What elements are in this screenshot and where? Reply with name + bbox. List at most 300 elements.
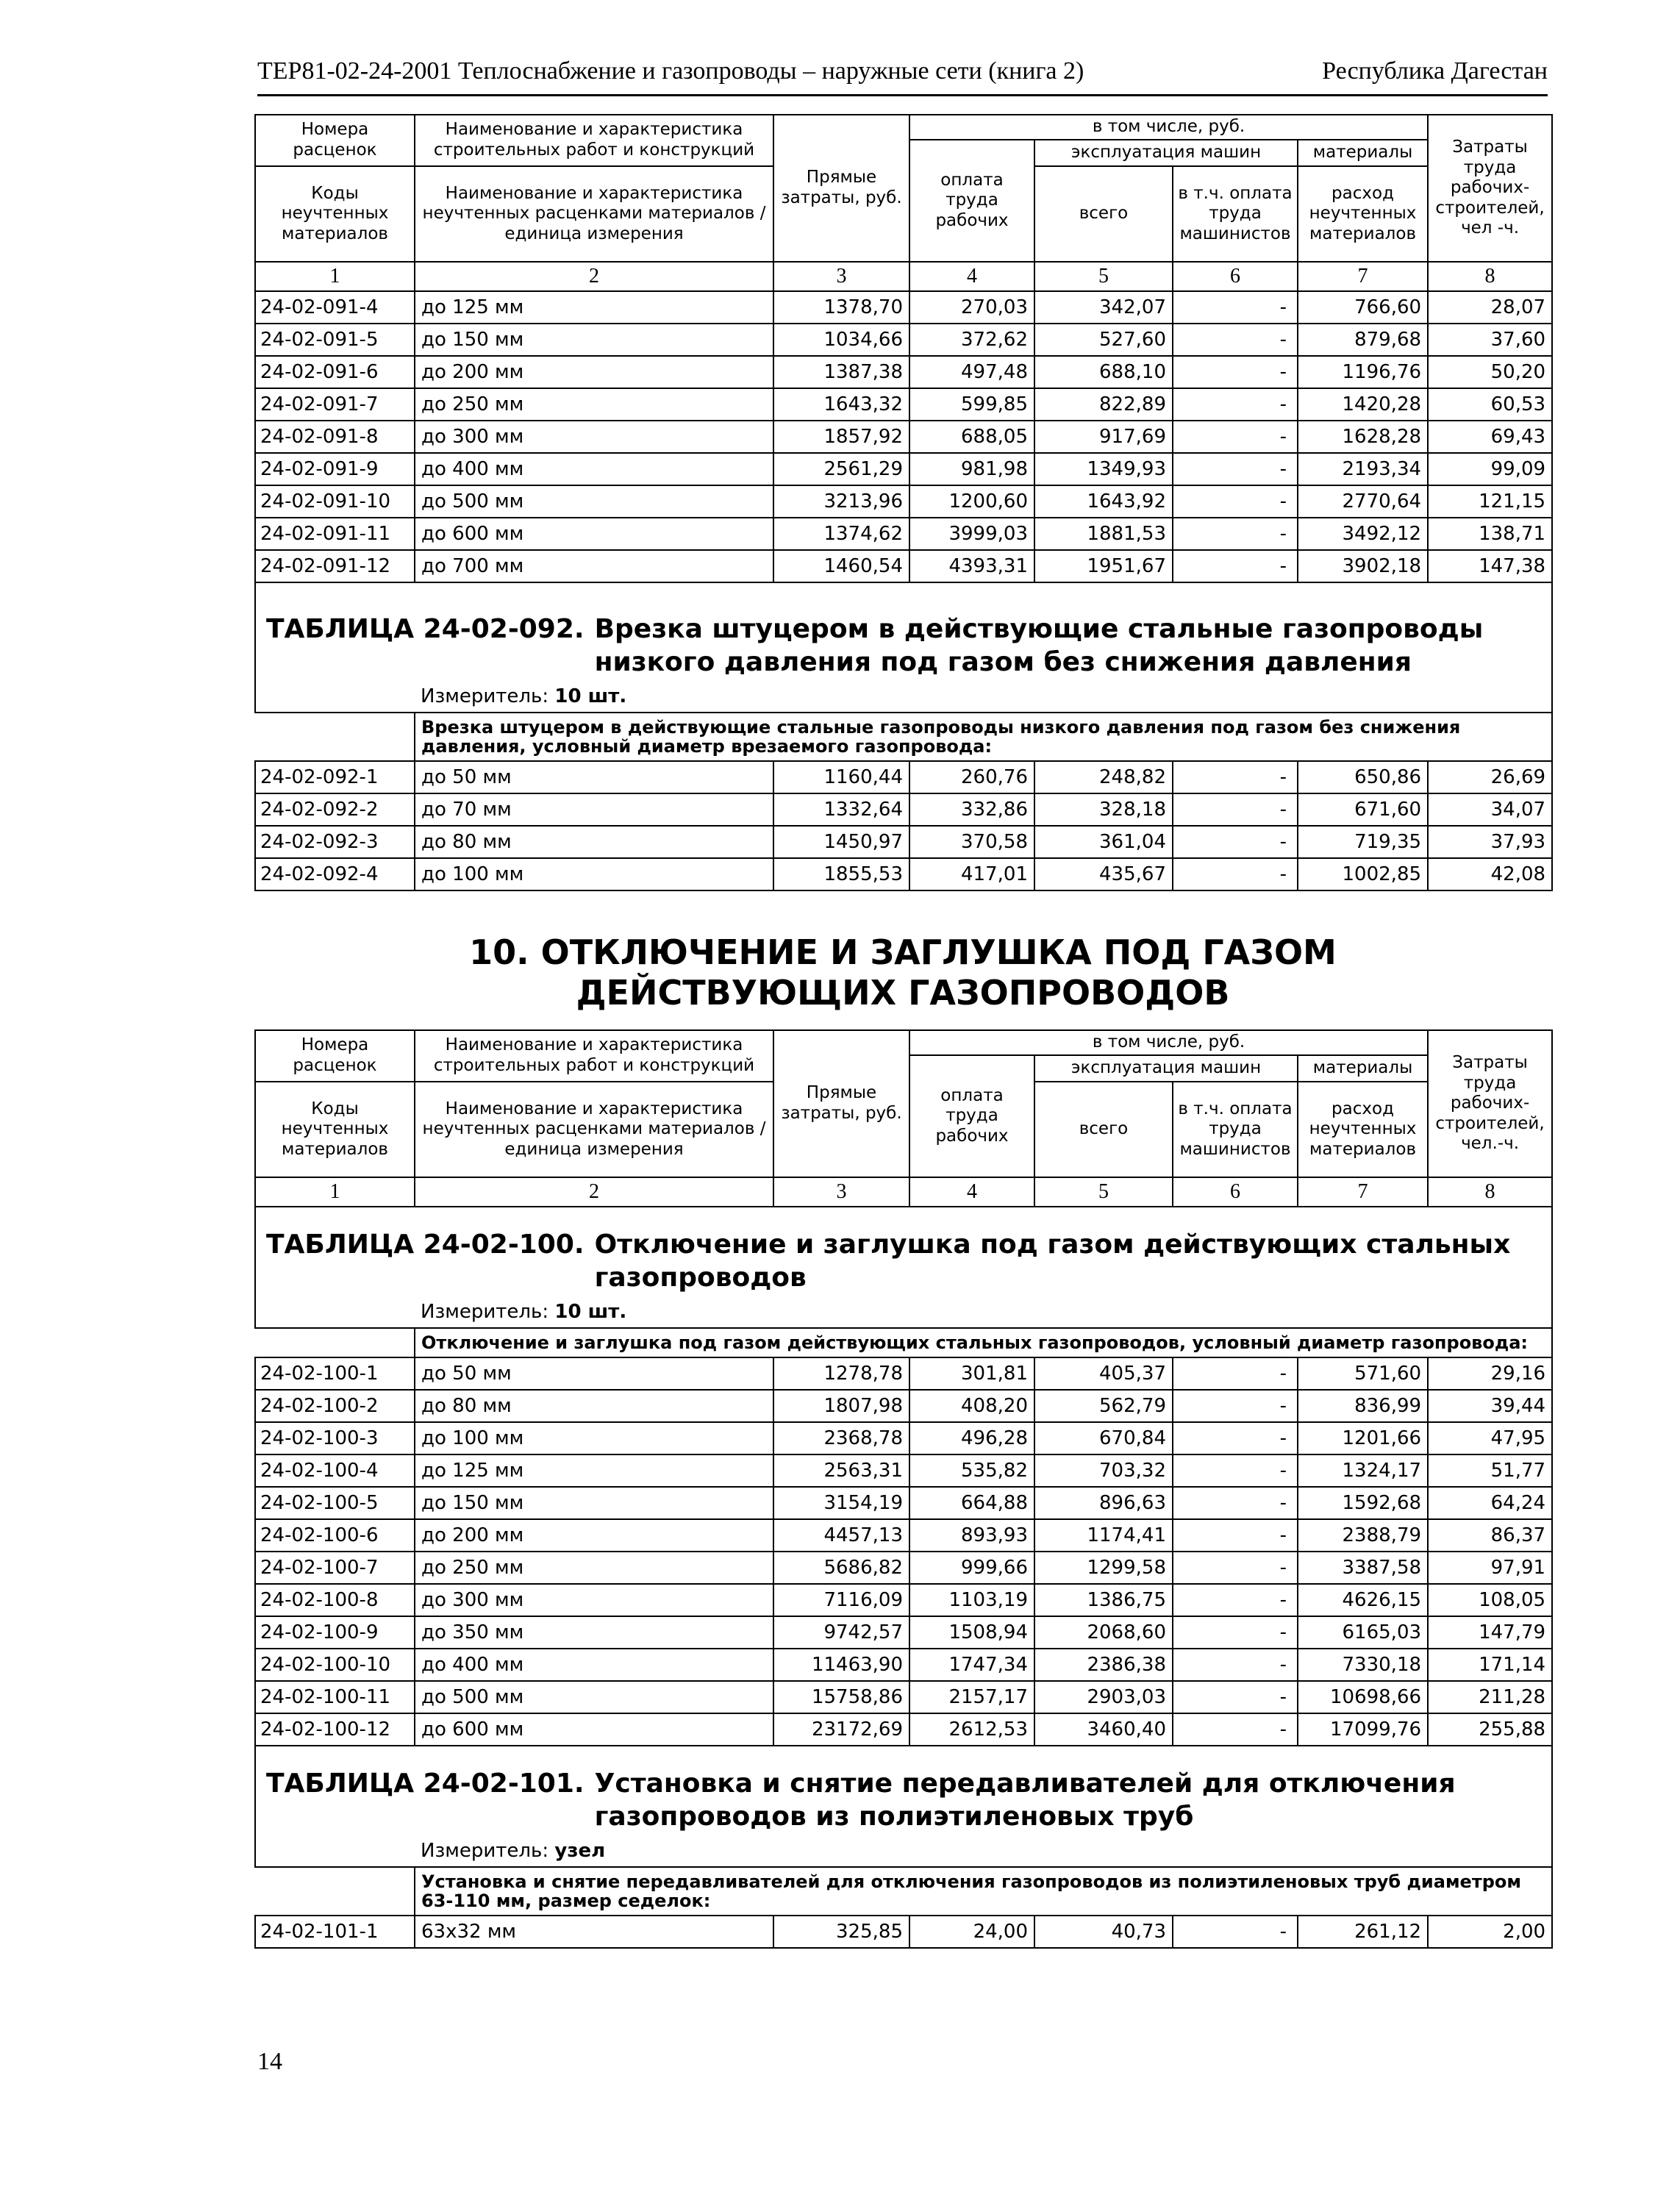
table-label: ТАБЛИЦА 24-02-092. xyxy=(266,614,585,644)
cell-worker-wages: 1747,34 xyxy=(909,1649,1034,1681)
cell-direct-costs: 1278,78 xyxy=(773,1357,909,1390)
cell-machinist-wages: - xyxy=(1173,1681,1298,1713)
hdr-including: в том числе, руб. xyxy=(909,115,1428,140)
table-row xyxy=(255,1454,1552,1487)
cell-worker-wages: 3999,03 xyxy=(909,518,1034,550)
table-row xyxy=(255,1616,1552,1649)
cell-work-name: до 80 мм xyxy=(415,1390,773,1422)
cell-rate-code: 24-02-100-9 xyxy=(255,1616,415,1649)
colnum: 4 xyxy=(909,262,1034,291)
table-row xyxy=(255,761,1552,793)
cell-direct-costs: 5686,82 xyxy=(773,1552,909,1584)
cell-direct-costs: 7116,09 xyxy=(773,1584,909,1616)
cell-worker-wages: 497,48 xyxy=(909,356,1034,388)
cell-direct-costs: 1460,54 xyxy=(773,550,909,582)
cell-machinist-wages: - xyxy=(1173,1713,1298,1746)
cell-direct-costs: 1807,98 xyxy=(773,1390,909,1422)
cell-machinist-wages: - xyxy=(1173,1616,1298,1649)
cell-work-name: до 200 мм xyxy=(415,1519,773,1552)
cell-labor-costs: 64,24 xyxy=(1428,1487,1552,1519)
cell-worker-wages: 1103,19 xyxy=(909,1584,1034,1616)
cell-machinist-wages: - xyxy=(1173,1584,1298,1616)
cell-direct-costs: 325,85 xyxy=(773,1916,909,1948)
cell-rate-code: 24-02-100-12 xyxy=(255,1713,415,1746)
cell-direct-costs: 1857,92 xyxy=(773,421,909,453)
cell-direct-costs: 1450,97 xyxy=(773,826,909,858)
cell-machinist-wages: - xyxy=(1173,291,1298,324)
cell-machinist-wages: - xyxy=(1173,356,1298,388)
cell-machine-total: 822,89 xyxy=(1034,388,1173,421)
table-row xyxy=(255,1916,1552,1948)
hdr-rate-numbers: Номера расценок xyxy=(255,1030,415,1082)
colnum: 1 xyxy=(255,1177,415,1207)
cell-direct-costs: 3154,19 xyxy=(773,1487,909,1519)
table-row xyxy=(255,518,1552,550)
cell-machine-total: 1881,53 xyxy=(1034,518,1173,550)
cell-machine-total: 40,73 xyxy=(1034,1916,1173,1948)
cell-worker-wages: 260,76 xyxy=(909,761,1034,793)
cell-rate-code: 24-02-092-1 xyxy=(255,761,415,793)
cell-direct-costs: 3213,96 xyxy=(773,485,909,518)
cell-rate-code: 24-02-091-5 xyxy=(255,324,415,356)
cell-direct-costs: 15758,86 xyxy=(773,1681,909,1713)
cell-work-name: 63х32 мм xyxy=(415,1916,773,1948)
cell-direct-costs: 1855,53 xyxy=(773,858,909,890)
measure-value: узел xyxy=(554,1839,606,1862)
table-row xyxy=(255,1422,1552,1454)
cell-worker-wages: 4393,31 xyxy=(909,550,1034,582)
cell-machine-total: 435,67 xyxy=(1034,858,1173,890)
cell-materials: 671,60 xyxy=(1298,793,1428,826)
colnum: 5 xyxy=(1034,1177,1173,1207)
cell-work-name: до 250 мм xyxy=(415,1552,773,1584)
cell-machinist-wages: - xyxy=(1173,826,1298,858)
table-24-02-100-title-block xyxy=(255,1207,1552,1328)
cell-direct-costs: 9742,57 xyxy=(773,1616,909,1649)
cell-machine-total: 2903,03 xyxy=(1034,1681,1173,1713)
cell-materials: 2193,34 xyxy=(1298,453,1428,485)
measure-unit xyxy=(266,686,1545,707)
cell-machine-total: 1951,67 xyxy=(1034,550,1173,582)
cell-labor-costs: 147,79 xyxy=(1428,1616,1552,1649)
hdr-machinist-wages: в т.ч. оплата труда машинистов xyxy=(1173,1082,1298,1177)
cell-rate-code: 24-02-091-12 xyxy=(255,550,415,582)
colnum: 7 xyxy=(1298,262,1428,291)
colnum: 8 xyxy=(1428,262,1552,291)
cell-rate-code: 24-02-091-10 xyxy=(255,485,415,518)
cell-rate-code: 24-02-091-4 xyxy=(255,291,415,324)
cell-materials: 261,12 xyxy=(1298,1916,1428,1948)
hdr-direct-costs: Прямые затраты, руб. xyxy=(773,1030,909,1177)
cell-machine-total: 527,60 xyxy=(1034,324,1173,356)
cell-work-name: до 125 мм xyxy=(415,291,773,324)
group-description: Отключение и заглушка под газом действующих стальных газопроводов, условный диаметр газопровода: xyxy=(415,1328,1552,1357)
cell-machinist-wages: - xyxy=(1173,1390,1298,1422)
cell-worker-wages: 2612,53 xyxy=(909,1713,1034,1746)
cell-materials: 1420,28 xyxy=(1298,388,1428,421)
cell-work-name: до 300 мм xyxy=(415,1584,773,1616)
cell-labor-costs: 37,93 xyxy=(1428,826,1552,858)
cell-machine-total: 703,32 xyxy=(1034,1454,1173,1487)
cell-worker-wages: 535,82 xyxy=(909,1454,1034,1487)
cell-direct-costs: 1378,70 xyxy=(773,291,909,324)
table-title xyxy=(266,1767,1545,1833)
colnum: 6 xyxy=(1173,1177,1298,1207)
colnum: 3 xyxy=(773,262,909,291)
cell-labor-costs: 47,95 xyxy=(1428,1422,1552,1454)
cell-labor-costs: 86,37 xyxy=(1428,1519,1552,1552)
table-row xyxy=(255,485,1552,518)
hdr-material-codes: Коды неучтенных материалов xyxy=(255,1082,415,1177)
cell-labor-costs: 28,07 xyxy=(1428,291,1552,324)
measure-unit xyxy=(266,1841,1545,1862)
cell-materials: 571,60 xyxy=(1298,1357,1428,1390)
cell-work-name: до 300 мм xyxy=(415,421,773,453)
cell-worker-wages: 2157,17 xyxy=(909,1681,1034,1713)
cell-machine-total: 917,69 xyxy=(1034,421,1173,453)
cell-worker-wages: 981,98 xyxy=(909,453,1034,485)
cell-worker-wages: 599,85 xyxy=(909,388,1034,421)
table-24-02-092-desc xyxy=(255,713,1552,762)
cell-rate-code: 24-02-091-9 xyxy=(255,453,415,485)
cell-worker-wages: 1200,60 xyxy=(909,485,1034,518)
cell-rate-code: 24-02-100-7 xyxy=(255,1552,415,1584)
colnum: 1 xyxy=(255,262,415,291)
cell-machinist-wages: - xyxy=(1173,550,1298,582)
table-title xyxy=(266,1228,1545,1294)
table-24-02-101-title-block xyxy=(255,1746,1552,1867)
cell-work-name: до 400 мм xyxy=(415,453,773,485)
hdr-worker-wages: оплата труда рабочих xyxy=(909,1055,1034,1177)
cell-machinist-wages: - xyxy=(1173,1916,1298,1948)
cell-work-name: до 500 мм xyxy=(415,1681,773,1713)
cell-machinist-wages: - xyxy=(1173,388,1298,421)
cell-direct-costs: 2563,31 xyxy=(773,1454,909,1487)
cell-labor-costs: 39,44 xyxy=(1428,1390,1552,1422)
hdr-labor-costs: Затраты труда рабочих-строителей, чел.-ч. xyxy=(1428,1030,1552,1177)
cell-direct-costs: 1332,64 xyxy=(773,793,909,826)
cell-materials: 719,35 xyxy=(1298,826,1428,858)
table-row xyxy=(255,1487,1552,1519)
measure-label: Измеритель: xyxy=(421,1301,549,1323)
cell-direct-costs: 11463,90 xyxy=(773,1649,909,1681)
cell-materials: 17099,76 xyxy=(1298,1713,1428,1746)
cell-rate-code: 24-02-092-2 xyxy=(255,793,415,826)
cell-direct-costs: 1034,66 xyxy=(773,324,909,356)
cell-machinist-wages: - xyxy=(1173,485,1298,518)
cell-worker-wages: 270,03 xyxy=(909,291,1034,324)
cell-labor-costs: 255,88 xyxy=(1428,1713,1552,1746)
cell-rate-code: 24-02-100-1 xyxy=(255,1357,415,1390)
cell-machine-total: 328,18 xyxy=(1034,793,1173,826)
cell-work-name: до 350 мм xyxy=(415,1616,773,1649)
hdr-unaccounted-materials: расход неучтенных материалов xyxy=(1298,166,1428,262)
cell-machinist-wages: - xyxy=(1173,324,1298,356)
column-numbers-row xyxy=(255,1177,1552,1207)
cell-work-name: до 80 мм xyxy=(415,826,773,858)
cell-materials: 2770,64 xyxy=(1298,485,1428,518)
rates-table-lower xyxy=(254,1029,1553,1949)
table-24-02-092-title-block xyxy=(255,582,1552,713)
cell-work-name: до 125 мм xyxy=(415,1454,773,1487)
cell-labor-costs: 60,53 xyxy=(1428,388,1552,421)
cell-work-name: до 70 мм xyxy=(415,793,773,826)
cell-rate-code: 24-02-100-2 xyxy=(255,1390,415,1422)
page-number: 14 xyxy=(257,2048,282,2075)
cell-machine-total: 1349,93 xyxy=(1034,453,1173,485)
measure-label: Измеритель: xyxy=(421,685,549,707)
table-row xyxy=(255,388,1552,421)
cell-machinist-wages: - xyxy=(1173,858,1298,890)
cell-materials: 4626,15 xyxy=(1298,1584,1428,1616)
cell-materials: 879,68 xyxy=(1298,324,1428,356)
cell-worker-wages: 372,62 xyxy=(909,324,1034,356)
rows-24-02-091 xyxy=(255,291,1552,582)
table-row xyxy=(255,858,1552,890)
cell-machine-total: 896,63 xyxy=(1034,1487,1173,1519)
cell-worker-wages: 999,66 xyxy=(909,1552,1034,1584)
cell-machinist-wages: - xyxy=(1173,1357,1298,1390)
cell-materials: 766,60 xyxy=(1298,291,1428,324)
cell-direct-costs: 2368,78 xyxy=(773,1422,909,1454)
table-row xyxy=(255,1390,1552,1422)
hdr-work-name: Наименование и характеристика строительных работ и конструкций xyxy=(415,115,773,166)
cell-worker-wages: 417,01 xyxy=(909,858,1034,890)
cell-worker-wages: 893,93 xyxy=(909,1519,1034,1552)
cell-machine-total: 2068,60 xyxy=(1034,1616,1173,1649)
table-row xyxy=(255,1681,1552,1713)
cell-machine-total: 361,04 xyxy=(1034,826,1173,858)
hdr-machinist-wages: в т.ч. оплата труда машинистов xyxy=(1173,166,1298,262)
cell-labor-costs: 50,20 xyxy=(1428,356,1552,388)
cell-rate-code: 24-02-100-11 xyxy=(255,1681,415,1713)
cell-direct-costs: 4457,13 xyxy=(773,1519,909,1552)
cell-machine-total: 1174,41 xyxy=(1034,1519,1173,1552)
hdr-machine-operation: эксплуатация машин xyxy=(1034,140,1298,166)
measure-label: Измеритель: xyxy=(421,1839,549,1862)
cell-rate-code: 24-02-100-6 xyxy=(255,1519,415,1552)
cell-materials: 1002,85 xyxy=(1298,858,1428,890)
cell-work-name: до 250 мм xyxy=(415,388,773,421)
cell-materials: 2388,79 xyxy=(1298,1519,1428,1552)
cell-rate-code: 24-02-100-5 xyxy=(255,1487,415,1519)
cell-materials: 7330,18 xyxy=(1298,1649,1428,1681)
cell-labor-costs: 97,91 xyxy=(1428,1552,1552,1584)
rows-24-02-100 xyxy=(255,1357,1552,1746)
cell-machinist-wages: - xyxy=(1173,1649,1298,1681)
table-label: ТАБЛИЦА 24-02-101. xyxy=(266,1768,585,1799)
cell-rate-code: 24-02-100-8 xyxy=(255,1584,415,1616)
cell-work-name: до 150 мм xyxy=(415,324,773,356)
group-description: Врезка штуцером в действующие стальные газопроводы низкого давления под газом без снижения давления, условный диаметр врезаемого газопровода: xyxy=(415,713,1552,762)
cell-machine-total: 342,07 xyxy=(1034,291,1173,324)
hdr-unaccounted-materials: расход неучтенных материалов xyxy=(1298,1082,1428,1177)
cell-materials: 3387,58 xyxy=(1298,1552,1428,1584)
cell-machinist-wages: - xyxy=(1173,1454,1298,1487)
cell-machine-total: 562,79 xyxy=(1034,1390,1173,1422)
cell-materials: 1628,28 xyxy=(1298,421,1428,453)
cell-machine-total: 670,84 xyxy=(1034,1422,1173,1454)
cell-rate-code: 24-02-091-7 xyxy=(255,388,415,421)
cell-machinist-wages: - xyxy=(1173,1519,1298,1552)
cell-work-name: до 50 мм xyxy=(415,1357,773,1390)
table-24-02-101-desc xyxy=(255,1867,1552,1916)
cell-machinist-wages: - xyxy=(1173,1422,1298,1454)
cell-machinist-wages: - xyxy=(1173,518,1298,550)
cell-direct-costs: 1387,38 xyxy=(773,356,909,388)
section-heading-line2: ДЕЙСТВУЮЩИХ ГАЗОПРОВОДОВ xyxy=(576,973,1230,1013)
cell-rate-code: 24-02-092-3 xyxy=(255,826,415,858)
cell-rate-code: 24-02-100-4 xyxy=(255,1454,415,1487)
table-row xyxy=(255,356,1552,388)
cell-labor-costs: 2,00 xyxy=(1428,1916,1552,1948)
table-row xyxy=(255,421,1552,453)
hdr-machine-operation: эксплуатация машин xyxy=(1034,1055,1298,1082)
cell-machinist-wages: - xyxy=(1173,1487,1298,1519)
cell-worker-wages: 332,86 xyxy=(909,793,1034,826)
table-row xyxy=(255,1584,1552,1616)
section-heading xyxy=(254,932,1551,1013)
table-row xyxy=(255,324,1552,356)
cell-materials: 6165,03 xyxy=(1298,1616,1428,1649)
cell-worker-wages: 1508,94 xyxy=(909,1616,1034,1649)
table-row xyxy=(255,1519,1552,1552)
cell-machinist-wages: - xyxy=(1173,421,1298,453)
cell-direct-costs: 23172,69 xyxy=(773,1713,909,1746)
cell-worker-wages: 301,81 xyxy=(909,1357,1034,1390)
cell-labor-costs: 99,09 xyxy=(1428,453,1552,485)
cell-rate-code: 24-02-092-4 xyxy=(255,858,415,890)
table-row xyxy=(255,793,1552,826)
cell-work-name: до 700 мм xyxy=(415,550,773,582)
cell-labor-costs: 211,28 xyxy=(1428,1681,1552,1713)
cell-work-name: до 200 мм xyxy=(415,356,773,388)
table-row xyxy=(255,550,1552,582)
cell-materials: 10698,66 xyxy=(1298,1681,1428,1713)
cell-rate-code: 24-02-101-1 xyxy=(255,1916,415,1948)
section-heading-line1: 10. ОТКЛЮЧЕНИЕ И ЗАГЛУШКА ПОД ГАЗОМ xyxy=(469,932,1337,972)
cell-worker-wages: 688,05 xyxy=(909,421,1034,453)
cell-worker-wages: 664,88 xyxy=(909,1487,1034,1519)
cell-labor-costs: 69,43 xyxy=(1428,421,1552,453)
table-title xyxy=(266,613,1545,679)
table-label: ТАБЛИЦА 24-02-100. xyxy=(266,1229,585,1260)
table-row xyxy=(255,1713,1552,1746)
cell-materials: 1196,76 xyxy=(1298,356,1428,388)
colnum: 2 xyxy=(415,1177,773,1207)
cell-labor-costs: 51,77 xyxy=(1428,1454,1552,1487)
cell-work-name: до 100 мм xyxy=(415,858,773,890)
table-row xyxy=(255,1357,1552,1390)
cell-materials: 1592,68 xyxy=(1298,1487,1428,1519)
cell-rate-code: 24-02-091-11 xyxy=(255,518,415,550)
table-row xyxy=(255,291,1552,324)
table-row xyxy=(255,453,1552,485)
cell-machinist-wages: - xyxy=(1173,793,1298,826)
rates-table-upper xyxy=(254,114,1553,891)
hdr-direct-costs: Прямые затраты, руб. xyxy=(773,115,909,262)
cell-labor-costs: 26,69 xyxy=(1428,761,1552,793)
cell-labor-costs: 37,60 xyxy=(1428,324,1552,356)
hdr-including: в том числе, руб. xyxy=(909,1030,1428,1055)
table-row xyxy=(255,826,1552,858)
cell-materials: 3902,18 xyxy=(1298,550,1428,582)
cell-rate-code: 24-02-100-10 xyxy=(255,1649,415,1681)
table-title-text: Установка и снятие передавливателей для отключения газопроводов из полиэтиленовых труб xyxy=(594,1768,1456,1832)
cell-machine-total: 3460,40 xyxy=(1034,1713,1173,1746)
cell-labor-costs: 108,05 xyxy=(1428,1584,1552,1616)
cell-labor-costs: 147,38 xyxy=(1428,550,1552,582)
column-numbers-row xyxy=(255,262,1552,291)
cell-direct-costs: 1374,62 xyxy=(773,518,909,550)
cell-machine-total: 405,37 xyxy=(1034,1357,1173,1390)
measure-value: 10 шт. xyxy=(554,685,627,707)
cell-machine-total: 1299,58 xyxy=(1034,1552,1173,1584)
cell-materials: 650,86 xyxy=(1298,761,1428,793)
cell-machine-total: 1643,92 xyxy=(1034,485,1173,518)
cell-worker-wages: 24,00 xyxy=(909,1916,1034,1948)
hdr-material-name: Наименование и характеристика неучтенных расценками материалов / единица измерения xyxy=(415,166,773,262)
table-header xyxy=(255,1030,1552,1177)
cell-machine-total: 248,82 xyxy=(1034,761,1173,793)
table-row xyxy=(255,1552,1552,1584)
cell-materials: 836,99 xyxy=(1298,1390,1428,1422)
cell-worker-wages: 496,28 xyxy=(909,1422,1034,1454)
hdr-machine-total: всего xyxy=(1034,166,1173,262)
table-title-text: Врезка штуцером в действующие стальные газопроводы низкого давления под газом без снижения давления xyxy=(594,614,1484,677)
cell-worker-wages: 408,20 xyxy=(909,1390,1034,1422)
cell-work-name: до 100 мм xyxy=(415,1422,773,1454)
cell-materials: 1201,66 xyxy=(1298,1422,1428,1454)
table-header xyxy=(255,115,1552,262)
cell-work-name: до 500 мм xyxy=(415,485,773,518)
cell-work-name: до 400 мм xyxy=(415,1649,773,1681)
table-row xyxy=(255,1649,1552,1681)
colnum: 3 xyxy=(773,1177,909,1207)
cell-materials: 1324,17 xyxy=(1298,1454,1428,1487)
cell-direct-costs: 1643,32 xyxy=(773,388,909,421)
rows-24-02-101 xyxy=(255,1916,1552,1948)
hdr-rate-numbers: Номера расценок xyxy=(255,115,415,166)
cell-machinist-wages: - xyxy=(1173,453,1298,485)
colnum: 2 xyxy=(415,262,773,291)
cell-rate-code: 24-02-091-8 xyxy=(255,421,415,453)
cell-work-name: до 50 мм xyxy=(415,761,773,793)
cell-machinist-wages: - xyxy=(1173,761,1298,793)
table-24-02-100-desc xyxy=(255,1328,1552,1357)
cell-machinist-wages: - xyxy=(1173,1552,1298,1584)
hdr-labor-costs: Затраты труда рабочих-строителей, чел -ч. xyxy=(1428,115,1552,262)
colnum: 5 xyxy=(1034,262,1173,291)
cell-direct-costs: 1160,44 xyxy=(773,761,909,793)
cell-labor-costs: 29,16 xyxy=(1428,1357,1552,1390)
hdr-material-name: Наименование и характеристика неучтенных расценками материалов / единица измерения xyxy=(415,1082,773,1177)
cell-labor-costs: 42,08 xyxy=(1428,858,1552,890)
hdr-machine-total: всего xyxy=(1034,1082,1173,1177)
header-title: ТЕР81-02-24-2001 Теплоснабжение и газопроводы – наружные сети (книга 2) xyxy=(257,57,1084,85)
hdr-work-name: Наименование и характеристика строительных работ и конструкций xyxy=(415,1030,773,1082)
cell-work-name: до 150 мм xyxy=(415,1487,773,1519)
cell-labor-costs: 34,07 xyxy=(1428,793,1552,826)
group-description: Установка и снятие передавливателей для отключения газопроводов из полиэтиленовых труб диаметром 63-110 мм, размер седелок: xyxy=(415,1867,1552,1916)
hdr-material-codes: Коды неучтенных материалов xyxy=(255,166,415,262)
hdr-worker-wages: оплата труда рабочих xyxy=(909,140,1034,262)
table-title-text: Отключение и заглушка под газом действующих стальных газопроводов xyxy=(594,1229,1511,1293)
running-header xyxy=(257,57,1548,96)
colnum: 7 xyxy=(1298,1177,1428,1207)
header-region: Республика Дагестан xyxy=(1322,57,1548,85)
cell-machine-total: 688,10 xyxy=(1034,356,1173,388)
